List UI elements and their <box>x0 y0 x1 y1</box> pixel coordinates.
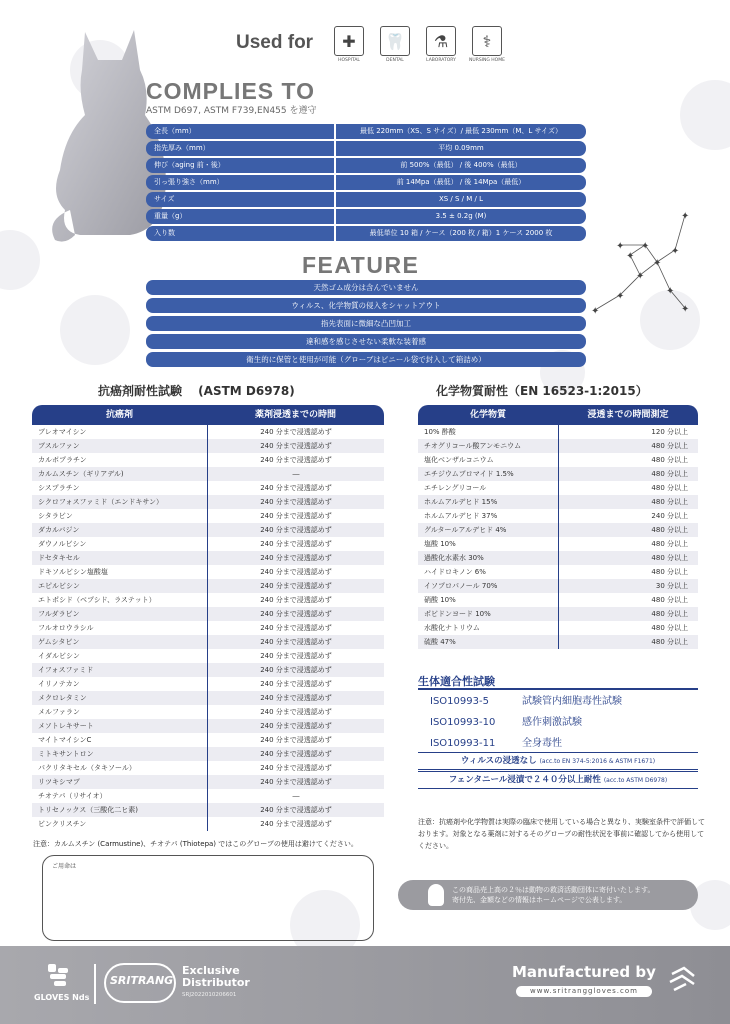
row-value: 240 分まで浸透認めず <box>207 663 384 677</box>
spec-table <box>146 124 586 243</box>
row-value: 240 分まで浸透認めず <box>207 579 384 593</box>
row-value: 480 分以上 <box>558 635 698 649</box>
table-row <box>32 747 384 761</box>
table-row <box>418 481 698 495</box>
row-value: 240 分まで浸透認めず <box>207 565 384 579</box>
table-row <box>32 467 384 481</box>
divider <box>418 688 698 690</box>
biocompat-item <box>430 692 622 707</box>
svg-text:✦: ✦ <box>626 251 635 262</box>
iso-code: ISO10993-5 <box>430 696 489 707</box>
row-value: 240 分まで浸透認めず <box>207 635 384 649</box>
row-value: 240 分まで浸透認めず <box>207 439 384 453</box>
spec-value: 最低単位 10 箱 / ケース（200 枚 / 箱）1 ケース 2000 枚 <box>336 226 586 241</box>
row-label: マイトマイシンC <box>38 736 92 744</box>
row-label: ポビドンヨード 10% <box>424 610 491 618</box>
row-label: エチジウムブロマイド 1.5% <box>424 470 514 478</box>
svg-text:✦: ✦ <box>591 306 600 317</box>
used-for-icons <box>333 26 503 63</box>
table-row <box>32 439 384 453</box>
table-row <box>418 635 698 649</box>
svg-text:✦: ✦ <box>616 291 625 302</box>
row-label: ハイドロキノン 6% <box>424 568 486 576</box>
table-row <box>418 565 698 579</box>
spec-row <box>146 209 586 224</box>
table-row <box>32 565 384 579</box>
row-label: エチレングリコール <box>424 484 487 492</box>
row-value: 480 分以上 <box>558 467 698 481</box>
row-value: 240 分まで浸透認めず <box>207 817 384 831</box>
table-row <box>418 607 698 621</box>
dental-icon: 🦷 DENTAL <box>379 26 411 63</box>
table-row <box>32 579 384 593</box>
decor-circle <box>60 295 130 365</box>
row-label: カルムスチン（ギリアデル) <box>38 470 124 478</box>
row-value: 240 分まで浸透認めず <box>207 719 384 733</box>
row-value: 240 分まで浸透認めず <box>207 733 384 747</box>
svg-text:✦: ✦ <box>671 246 680 257</box>
table-row <box>418 579 698 593</box>
row-value: 240 分まで浸透認めず <box>207 481 384 495</box>
row-value: 240 分まで浸透認めず <box>207 551 384 565</box>
row-label: シスプラチン <box>38 484 80 492</box>
cat-icon <box>428 884 444 906</box>
decor-circle <box>0 230 40 290</box>
manufactured-by: Manufactured by <box>512 963 656 981</box>
spec-key: 入り数 <box>146 226 334 241</box>
row-value: 480 分以上 <box>558 523 698 537</box>
row-value: 240 分まで浸透認めず <box>207 747 384 761</box>
row-label: イダルビシン <box>38 652 80 660</box>
table-row <box>418 425 698 439</box>
row-label: 塩化ベンザルコニウム <box>424 456 494 464</box>
row-value: 240 分まで浸透認めず <box>207 761 384 775</box>
row-value: 480 分以上 <box>558 593 698 607</box>
spec-row <box>146 226 586 241</box>
row-label: イフォスファミド <box>38 666 94 674</box>
table-row <box>32 481 384 495</box>
sritrang-gloves-logo-icon <box>664 964 702 1000</box>
used-for-title: Used for <box>236 32 314 53</box>
row-label: ダカルバジン <box>38 526 80 534</box>
memo-label: ご用命は <box>52 863 77 870</box>
feature-item: ウィルス、化学物質の侵入をシャットアウト <box>146 298 586 313</box>
row-value: 480 分以上 <box>558 453 698 467</box>
row-value: 480 分以上 <box>558 481 698 495</box>
row-label: フルダラビン <box>38 610 80 618</box>
table-row <box>32 523 384 537</box>
svg-text:✦: ✦ <box>653 258 662 269</box>
constellation-decoration <box>585 200 700 320</box>
table-row <box>32 593 384 607</box>
biocompat-title: 生体適合性試験 <box>418 675 495 688</box>
row-label: 塩酸 10% <box>424 540 456 548</box>
row-value: 480 分以上 <box>558 565 698 579</box>
spec-key: サイズ <box>146 192 334 207</box>
table-row <box>32 803 384 817</box>
svg-text:✦: ✦ <box>666 286 675 297</box>
table-row <box>32 663 384 677</box>
row-value: 240 分まで浸透認めず <box>207 803 384 817</box>
biocompat-item <box>430 734 562 749</box>
table-row <box>32 551 384 565</box>
svg-text:✦: ✦ <box>681 211 690 222</box>
svg-text:✦: ✦ <box>636 271 645 282</box>
chemical-note: 注意：抗癌剤や化学物質は実際の臨床で使用している場合と異なり、実験室条件で評価しております。対象となる薬剤に対するそのグローブの耐性状況を事前に確認してから使用してください。 <box>418 818 705 850</box>
svg-text:✦: ✦ <box>616 241 625 252</box>
row-value: ― <box>207 789 384 803</box>
svg-text:✦: ✦ <box>641 241 650 252</box>
spec-value: 最低 220mm（XS、S サイズ）/ 最低 230mm（M、L サイズ） <box>336 124 586 139</box>
spec-row <box>146 124 586 139</box>
sritrang-text: SRITRANG <box>110 974 174 987</box>
row-label: 水酸化ナトリウム <box>424 624 480 632</box>
row-value: 240 分まで浸透認めず <box>207 495 384 509</box>
row-value: 480 分以上 <box>558 439 698 453</box>
nursing-home-icon: ⚕ NURSING HOME <box>471 26 503 63</box>
row-label: シクロフォスファミド（エンドキサン） <box>38 498 164 506</box>
row-value: 240 分まで浸透認めず <box>207 593 384 607</box>
table-row <box>418 551 698 565</box>
table-row <box>418 439 698 453</box>
row-value: 240 分まで浸透認めず <box>207 537 384 551</box>
distributor-text: Distributor <box>182 976 250 989</box>
divider <box>94 964 96 1004</box>
row-label: 過酸化水素水 30% <box>424 554 484 562</box>
row-label: メクロレタミン <box>38 694 87 702</box>
row-value: 480 分以上 <box>558 607 698 621</box>
memo-box[interactable] <box>42 855 374 941</box>
gloves-nds-logo-icon <box>44 962 74 990</box>
donation-text: この商品売上高の２％は動物の救済活動団体に寄付いたします。 寄付先、金額などの情報はホームページで公表します。 <box>452 886 655 904</box>
spec-key: 全長（mm） <box>146 124 334 139</box>
row-value: 240 分まで浸透認めず <box>207 425 384 439</box>
table-row <box>32 453 384 467</box>
table-row <box>32 635 384 649</box>
spec-key: 指先厚み（mm） <box>146 141 334 156</box>
table-header <box>418 405 698 425</box>
exclusive-text: Exclusive <box>182 964 240 977</box>
icon-label: NURSING HOME <box>469 58 505 63</box>
anticancer-table <box>32 405 384 831</box>
row-label: リツキシマブ <box>38 778 80 786</box>
laboratory-icon: ⚗ LABORATORY <box>425 26 457 63</box>
row-label: ゲムシタビン <box>38 638 80 646</box>
row-value: 480 分以上 <box>558 621 698 635</box>
table-row <box>418 495 698 509</box>
row-label: 硫酸 47% <box>424 638 456 646</box>
row-label: トリセノックス（三酸化二ヒ素) <box>38 806 139 814</box>
website-link[interactable]: www.sritranggloves.com <box>516 986 652 997</box>
table-row <box>418 453 698 467</box>
icon-label: LABORATORY <box>426 58 456 63</box>
row-value: 480 分以上 <box>558 551 698 565</box>
row-label: ミトキサントロン <box>38 750 94 758</box>
chemical-heading: 化学物質耐性（EN 16523-1:2015） <box>436 384 648 398</box>
table-row <box>32 509 384 523</box>
spec-row <box>146 141 586 156</box>
table-body <box>32 425 384 831</box>
spec-value: 3.5 ± 0.2g (M) <box>336 209 586 224</box>
row-value: 240 分まで浸透認めず <box>207 677 384 691</box>
icon-label: DENTAL <box>386 58 404 63</box>
iso-desc: 感作刺激試験 <box>522 717 582 728</box>
row-value: 480 分以上 <box>558 537 698 551</box>
icon-label: HOSPITAL <box>338 58 360 63</box>
table-row <box>32 495 384 509</box>
row-label: 硝酸 10% <box>424 596 456 604</box>
row-value: 240 分まで浸透認めず <box>207 775 384 789</box>
table-row <box>32 775 384 789</box>
table-row <box>32 705 384 719</box>
feature-title: FEATURE <box>302 252 420 278</box>
table-row <box>32 425 384 439</box>
table-row <box>418 509 698 523</box>
table-row <box>32 733 384 747</box>
row-value: 240 分まで浸透認めず <box>207 523 384 537</box>
feature-item: 指先表面に微細な凸凹加工 <box>146 316 586 331</box>
spec-key: 重量（g） <box>146 209 334 224</box>
gloves-nds-text: GLOVES Nds <box>34 993 90 1002</box>
complies-title: COMPLIES TO <box>146 78 316 104</box>
row-label: ホルムアルデヒド 15% <box>424 498 498 506</box>
fentanyl-box <box>418 771 698 789</box>
row-label: グルタールアルデヒド 4% <box>424 526 507 534</box>
column-header: 浸透までの時間測定 <box>587 410 669 420</box>
table-row <box>32 789 384 803</box>
row-value: 120 分以上 <box>558 425 698 439</box>
row-label: イソプロパノール 70% <box>424 582 498 590</box>
row-label: エピルビシン <box>38 582 80 590</box>
row-label: ドキソルビシン塩酸塩 <box>38 568 108 576</box>
row-label: パクリタキセル（タキソール） <box>38 764 136 772</box>
feature-item: 違和感を感じさせない柔軟な装着感 <box>146 334 586 349</box>
row-value: 240 分まで浸透認めず <box>207 509 384 523</box>
spec-value: 前 500%（最低） / 後 400%（最低） <box>336 158 586 173</box>
iso-desc: 試験管内細胞毒性試験 <box>522 696 622 707</box>
exclusive-distributor <box>182 965 250 989</box>
row-value: 240 分まで浸透認めず <box>207 649 384 663</box>
table-row <box>32 677 384 691</box>
table-row <box>32 621 384 635</box>
row-label: ダウノルビシン <box>38 540 87 548</box>
chemical-table <box>418 405 698 649</box>
row-label: ブレオマイシン <box>38 428 87 436</box>
spec-row <box>146 175 586 190</box>
row-label: ビンクリスチン <box>38 820 87 828</box>
row-label: フルオロウラシル <box>38 624 94 632</box>
table-row <box>32 719 384 733</box>
table-row <box>32 691 384 705</box>
row-value: 240 分まで浸透認めず <box>207 453 384 467</box>
row-label: チオグリコール酸アンモニウム <box>424 442 522 450</box>
table-body <box>418 425 698 649</box>
row-label: エトポシド（ベプシド、ラステット） <box>38 596 156 604</box>
biocompat-item <box>430 713 582 728</box>
table-row <box>418 593 698 607</box>
table-row <box>418 537 698 551</box>
table-header <box>32 405 384 425</box>
virus-penetration-box <box>418 752 698 770</box>
feature-item: 天然ゴム成分は含んでいません <box>146 280 586 295</box>
row-label: ホルムアルデヒド 37% <box>424 512 498 520</box>
feature-list <box>146 280 586 370</box>
svg-text:✦: ✦ <box>681 304 690 315</box>
spec-value: 平均 0.09mm <box>336 141 586 156</box>
spec-value: 前 14Mpa（最低） / 後 14Mpa（最低） <box>336 175 586 190</box>
table-row <box>32 761 384 775</box>
anticancer-heading: 抗癌剤耐性試験 (ASTM D6978) <box>98 384 295 398</box>
spec-key: 伸び（aging 前・後） <box>146 158 334 173</box>
row-label: シタラビン <box>38 512 73 520</box>
feature-item: 衛生的に保管と使用が可能（グローブはビニール袋で封入して箱詰め） <box>146 352 586 367</box>
column-header: 薬剤浸透までの時間 <box>254 410 336 420</box>
hospital-icon: ✚ HOSPITAL <box>333 26 365 63</box>
table-row <box>32 649 384 663</box>
row-value: 30 分以上 <box>558 579 698 593</box>
row-label: メルファラン <box>38 708 80 716</box>
table-row <box>418 467 698 481</box>
virus-text: ウィルスの浸透なし <box>460 756 537 766</box>
row-value: 480 分以上 <box>558 495 698 509</box>
row-value: 240 分まで浸透認めず <box>207 621 384 635</box>
column-header: 抗癌剤 <box>105 410 133 420</box>
row-label: チオテパ（リサイオ） <box>38 792 107 800</box>
row-value: 240 分まで浸透認めず <box>207 607 384 621</box>
product-code: SRJ2022010206601 <box>182 992 237 998</box>
complies-subtitle: ASTM D697, ASTM F739,EN455 を遵守 <box>146 106 317 116</box>
table-row <box>32 607 384 621</box>
iso-code: ISO10993-10 <box>430 717 496 728</box>
row-label: イリノテカン <box>38 680 80 688</box>
fentanyl-text: フェンタニール浸漬で２４０分以上耐性 <box>448 775 601 785</box>
row-value: 240 分まで浸透認めず <box>207 705 384 719</box>
iso-desc: 全身毒性 <box>522 738 562 749</box>
row-label: メソトレキサート <box>38 722 94 730</box>
spec-key: 引っ張り強さ（mm） <box>146 175 334 190</box>
table-row <box>418 621 698 635</box>
decor-circle <box>680 80 730 150</box>
row-label: カルボプラチン <box>38 456 87 464</box>
virus-ref: (acc.to EN 374-5:2016 & ASTM F1671) <box>539 758 656 765</box>
row-value: 240 分まで浸透認めず <box>207 691 384 705</box>
anticancer-note: 注意：カルムスチン (Carmustine)、チオテパ (Thiotepa) ではこのグローブの使用は避けてください。 <box>33 840 358 848</box>
iso-code: ISO10993-11 <box>430 738 496 749</box>
table-row <box>32 537 384 551</box>
fentanyl-ref: (acc.to ASTM D6978) <box>603 777 668 784</box>
table-row <box>32 817 384 831</box>
spec-value: XS / S / M / L <box>336 192 586 207</box>
spec-row <box>146 192 586 207</box>
column-header: 化学物質 <box>469 410 506 420</box>
row-value: 240 分以上 <box>558 509 698 523</box>
row-label: 10% 酢酸 <box>424 428 456 436</box>
table-row <box>418 523 698 537</box>
row-value: ― <box>207 467 384 481</box>
row-label: ブスルファン <box>38 442 80 450</box>
spec-row <box>146 158 586 173</box>
row-label: ドセタキセル <box>38 554 80 562</box>
